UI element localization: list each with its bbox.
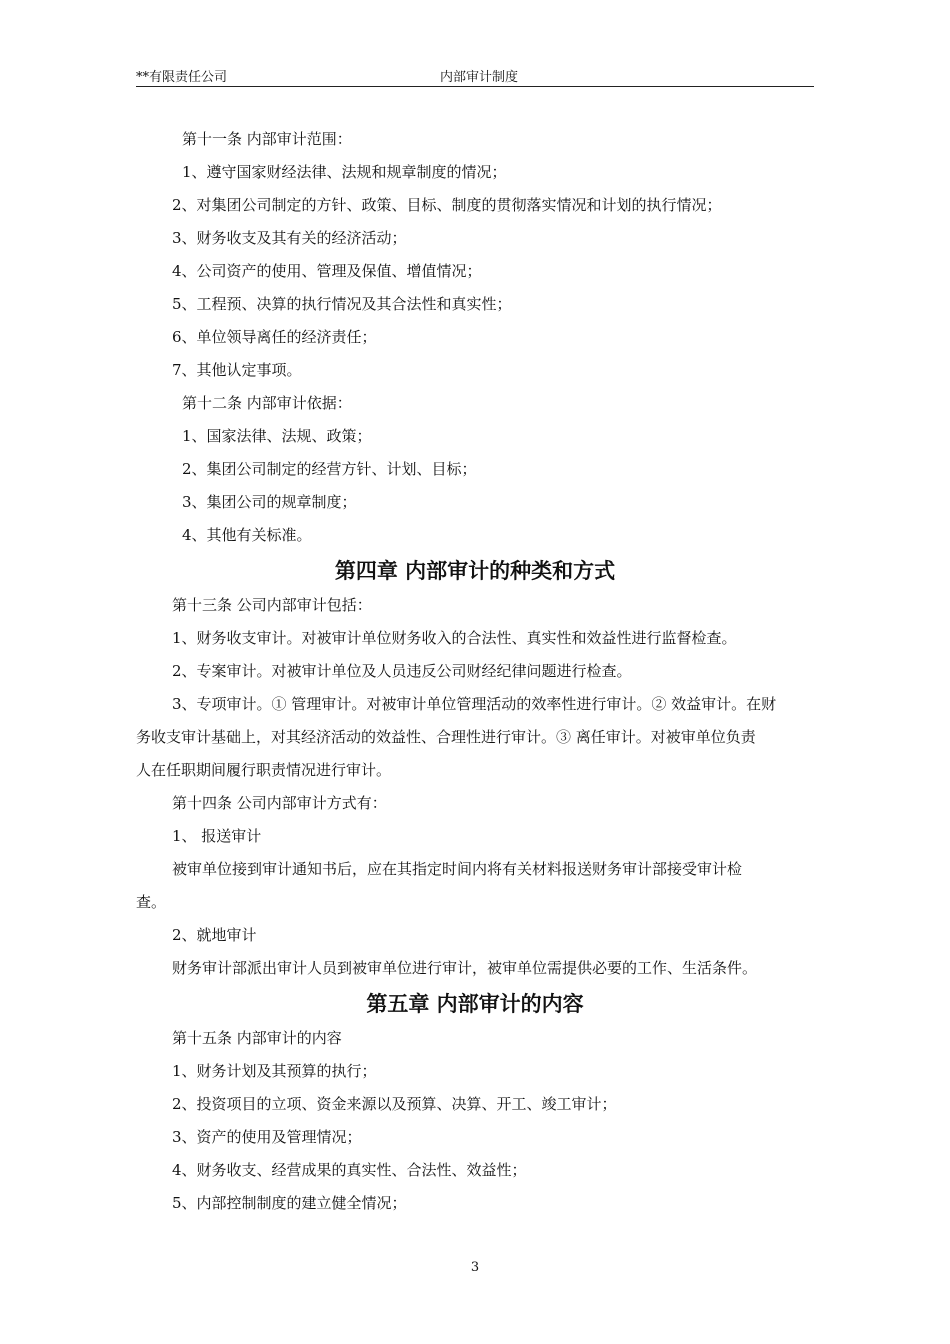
header-doc-title: 内部审计制度 [440, 70, 519, 85]
list-item: 7、其他认定事项。 [172, 361, 302, 379]
article-13-heading: 第十三条 公司内部审计包括： [172, 596, 372, 614]
list-item: 1、遵守国家财经法律、法规和规章制度的情况； [182, 163, 507, 181]
list-item: 3、集团公司的规章制度； [182, 493, 357, 511]
list-item: 1、财务计划及其预算的执行； [172, 1062, 377, 1080]
header-company: **有限责任公司 [136, 70, 228, 85]
list-item: 4、公司资产的使用、管理及保值、增值情况； [172, 262, 482, 280]
list-item: 2、集团公司制定的经营方针、计划、目标； [182, 460, 477, 478]
list-item: 2、对集团公司制定的方针、政策、目标、制度的贯彻落实情况和计划的执行情况； [172, 196, 722, 214]
article-11-heading: 第十一条 内部审计范围： [182, 130, 352, 148]
paragraph-line: 务收支审计基础上，对其经济活动的效益性、合理性进行审计。③ 离任审计。对被审单位负责 [136, 728, 756, 746]
list-item: 5、工程预、决算的执行情况及其合法性和真实性； [172, 295, 512, 313]
list-item: 3、资产的使用及管理情况； [172, 1128, 362, 1146]
list-item: 6、单位领导离任的经济责任； [172, 328, 377, 346]
list-item: 3、专项审计。① 管理审计。对被审计单位管理活动的效率性进行审计。② 效益审计。在财 [172, 695, 777, 713]
list-item: 1、财务收支审计。对被审计单位财务收入的合法性、真实性和效益性进行监督检查。 [172, 629, 737, 647]
article-15-heading: 第十五条 内部审计的内容 [172, 1029, 342, 1047]
chapter-5-title: 第五章 内部审计的内容 [366, 992, 584, 1016]
article-14-heading: 第十四条 公司内部审计方式有： [172, 794, 387, 812]
list-item: 3、财务收支及其有关的经济活动； [172, 229, 407, 247]
page-header [136, 64, 814, 87]
paragraph-line: 人在任职期间履行职责情况进行审计。 [136, 761, 392, 779]
list-item: 1、 报送审计 [172, 827, 262, 845]
page-number: 3 [470, 1260, 480, 1275]
list-item: 1、国家法律、法规、政策； [182, 427, 372, 445]
list-item: 5、内部控制制度的建立健全情况； [172, 1194, 407, 1212]
list-item: 4、其他有关标准。 [182, 526, 312, 544]
list-item: 2、就地审计 [172, 926, 257, 944]
list-item: 2、投资项目的立项、资金来源以及预算、决算、开工、竣工审计； [172, 1095, 617, 1113]
paragraph-line: 被审单位接到审计通知书后，应在其指定时间内将有关材料报送财务审计部接受审计检 [172, 860, 743, 878]
chapter-4-title: 第四章 内部审计的种类和方式 [334, 559, 616, 583]
list-item: 2、专案审计。对被审计单位及人员违反公司财经纪律问题进行检查。 [172, 662, 632, 680]
list-item: 4、财务收支、经营成果的真实性、合法性、效益性； [172, 1161, 527, 1179]
article-12-heading: 第十二条 内部审计依据： [182, 394, 352, 412]
paragraph-line: 查。 [136, 893, 167, 911]
paragraph-line: 财务审计部派出审计人员到被审单位进行审计，被审单位需提供必要的工作、生活条件。 [172, 959, 758, 977]
